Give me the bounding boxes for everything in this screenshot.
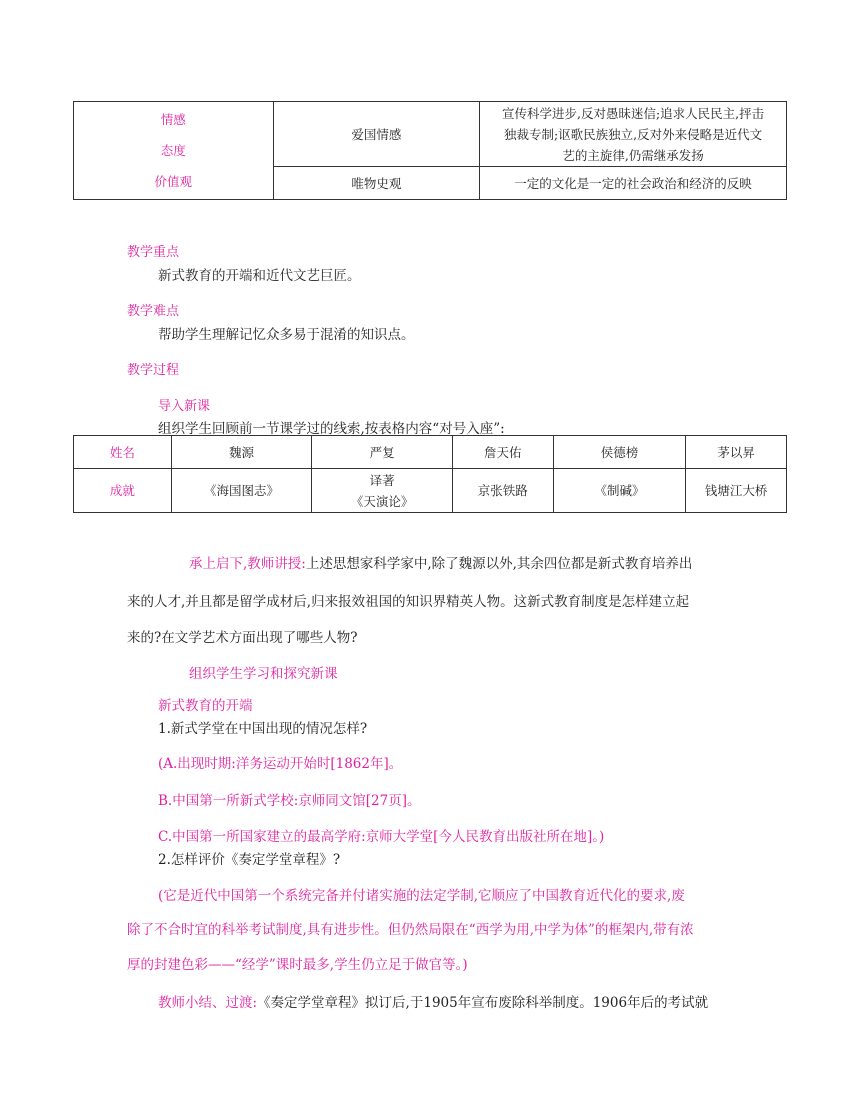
category-line: 价值观 [154,174,193,189]
category-cell [74,102,274,200]
transition-line-2: 来的人才,并且都是留学成材后,归来报效祖国的知识界精英人物。这新式教育制度是怎样建立起 [127,594,690,610]
achievement-cell: 《制碱》 [553,469,686,513]
answer-1b: B.中国第一所新式学校:京师同文馆[27页]。 [158,793,421,809]
answer-2-line3: 厚的封建色彩——“经学”课时最多,学生仍立足于做官等。) [127,957,468,973]
content-cell [480,102,787,167]
achievement-cell: 京张铁路 [452,469,553,513]
difficulty-heading: 教学难点 [127,304,180,319]
achievement-cell: 钱塘江大桥 [686,469,787,513]
content-line: 宣传科学进步,反对愚昧迷信;追求人民民主,抨击 [501,105,765,121]
difficulty-text: 帮助学生理解记忆众多易于混淆的知识点。 [158,327,415,343]
name-cell: 严复 [312,436,453,469]
category-line: 情感 [160,112,186,127]
summary-label: 教师小结、过渡: [158,995,258,1011]
intro-heading: 导入新课 [158,399,211,414]
topic-cell: 唯物史观 [273,167,480,200]
achievement-cell: 《海国图志》 [171,469,312,513]
name-cell: 茅以昇 [686,436,787,469]
category-line: 态度 [160,143,186,158]
focus-text: 新式教育的开端和近代文艺巨匠。 [158,268,361,284]
transition-line-1: 承上启下,教师讲授:上述思想家科学家中,除了魏源以外,其余四位都是新式教育培养出 [189,556,693,572]
answer-1a: (A.出现时期:洋务运动开始时[1862年]。 [158,756,403,772]
content-line: 艺的主旋律,仍需继承发扬 [562,147,704,163]
intro-text: 组织学生回顾前一节课学过的线索,按表格内容“对号入座”: [158,421,505,437]
content-line: 独裁专制;讴歌民族独立,反对外来侵略是近代文 [503,126,763,142]
achievement-cell [312,469,453,513]
question-1: 1.新式学堂在中国出现的情况怎样? [158,721,368,737]
name-cell: 詹天佑 [452,436,553,469]
question-2: 2.怎样评价《奏定学堂章程》? [158,852,341,868]
summary-line: 教师小结、过渡:《奏定学堂章程》拟订后,于1905年宣布废除科举制度。1906年后的考试就 [158,995,709,1011]
answer-1c: C.中国第一所国家建立的最高学府:京师大学堂[今人民教育出版社所在地]。) [158,829,605,845]
achievement-line: 《天演论》 [350,493,414,509]
transition-label: 承上启下,教师讲授: [189,556,306,572]
answer-2-line2: 除了不合时宜的科举考试制度,具有进步性。但仍然局限在“西学为用,中学为体”的框架内,带有浓 [127,922,694,938]
section1-heading: 新式教育的开端 [158,698,253,714]
achievement-line: 译著 [369,472,395,488]
topic-cell: 爱国情感 [273,102,480,167]
name-cell: 侯德榜 [553,436,686,469]
content-cell: 一定的文化是一定的社会政治和经济的反映 [480,167,787,200]
objectives-table [73,101,787,200]
process-heading: 教学过程 [127,363,180,378]
explore-heading: 组织学生学习和探究新课 [189,666,338,682]
figures-table [73,435,787,513]
row-label: 姓名 [74,436,172,469]
answer-2-line1: (它是近代中国第一个系统完备并付诸实施的法定学制,它顺应了中国教育近代化的要求,废 [158,888,685,904]
row-label: 成就 [74,469,172,513]
name-cell: 魏源 [171,436,312,469]
focus-heading: 教学重点 [127,245,180,260]
transition-line-3: 来的?在文学艺术方面出现了哪些人物? [127,630,358,646]
